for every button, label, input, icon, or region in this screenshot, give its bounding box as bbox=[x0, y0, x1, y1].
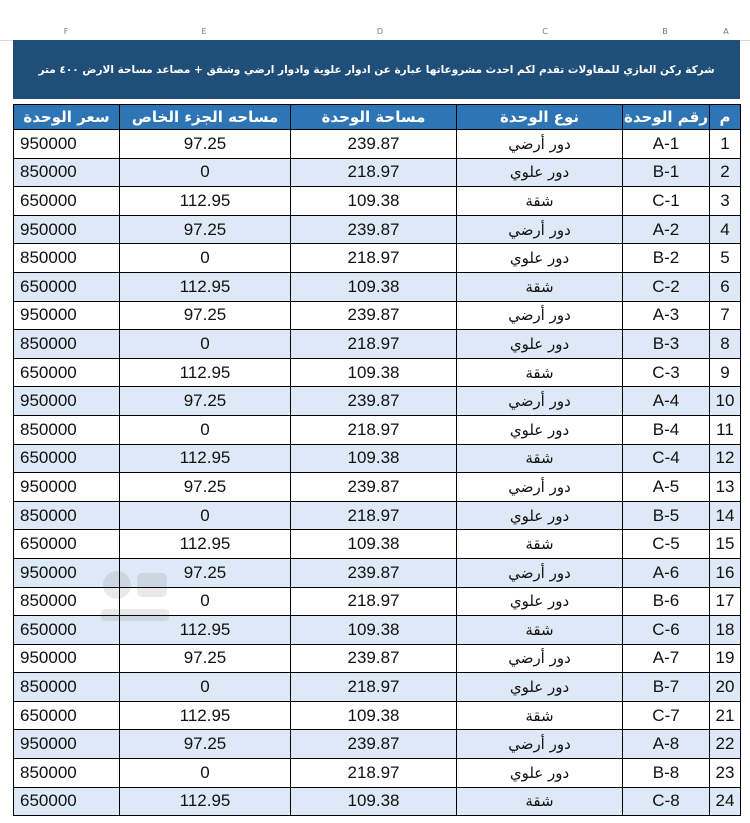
cell-private-area[interactable]: 0 bbox=[120, 158, 291, 187]
cell-unit-type[interactable]: دور علوي bbox=[457, 415, 623, 444]
header-private-area[interactable]: مساحه الجزء الخاص bbox=[120, 105, 291, 130]
cell-unit-number[interactable]: A-2 bbox=[623, 215, 710, 244]
cell-price[interactable]: 650000 bbox=[14, 444, 120, 473]
cell-private-area[interactable]: 112.95 bbox=[120, 358, 291, 387]
cell-unit-area[interactable]: 109.38 bbox=[291, 358, 457, 387]
cell-unit-number[interactable]: C-5 bbox=[623, 530, 710, 559]
table-row bbox=[14, 187, 741, 216]
cell-unit-area[interactable]: 239.87 bbox=[291, 387, 457, 416]
table-row bbox=[14, 415, 741, 444]
cell-unit-type[interactable]: دور أرضي bbox=[457, 558, 623, 587]
cell-unit-type[interactable]: دور أرضي bbox=[457, 473, 623, 502]
cell-private-area[interactable]: 112.95 bbox=[120, 272, 291, 301]
header-unit-area[interactable]: مساحة الوحدة bbox=[291, 105, 457, 130]
cell-price[interactable]: 650000 bbox=[14, 701, 120, 730]
table-row bbox=[14, 130, 741, 159]
cell-unit-area[interactable]: 239.87 bbox=[291, 473, 457, 502]
cell-private-area[interactable]: 97.25 bbox=[120, 730, 291, 759]
cell-private-area[interactable]: 97.25 bbox=[120, 215, 291, 244]
cell-unit-number[interactable]: B-1 bbox=[623, 158, 710, 187]
cell-private-area[interactable]: 0 bbox=[120, 330, 291, 359]
cell-private-area[interactable]: 0 bbox=[120, 501, 291, 530]
cell-index[interactable]: 5 bbox=[710, 244, 741, 273]
column-letter-e[interactable]: E bbox=[201, 27, 207, 36]
cell-unit-type[interactable]: شقة bbox=[457, 701, 623, 730]
cell-index[interactable]: 17 bbox=[710, 587, 741, 616]
cell-unit-type[interactable]: دور أرضي bbox=[457, 730, 623, 759]
column-letter-f[interactable]: F bbox=[63, 27, 69, 36]
cell-price[interactable]: 650000 bbox=[14, 358, 120, 387]
cell-price[interactable]: 950000 bbox=[14, 558, 120, 587]
cell-index[interactable]: 13 bbox=[710, 473, 741, 502]
table-row bbox=[14, 301, 741, 330]
cell-unit-number[interactable]: B-2 bbox=[623, 244, 710, 273]
cell-private-area[interactable]: 0 bbox=[120, 415, 291, 444]
table-body bbox=[14, 130, 741, 816]
table-row bbox=[14, 759, 741, 788]
table-row bbox=[14, 244, 741, 273]
cell-unit-number[interactable]: C-2 bbox=[623, 272, 710, 301]
cell-private-area[interactable]: 97.25 bbox=[120, 130, 291, 159]
units-table bbox=[13, 104, 741, 816]
cell-index[interactable]: 14 bbox=[710, 501, 741, 530]
cell-price[interactable]: 950000 bbox=[14, 730, 120, 759]
table-row bbox=[14, 358, 741, 387]
cell-private-area[interactable]: 97.25 bbox=[120, 301, 291, 330]
cell-index[interactable]: 4 bbox=[710, 215, 741, 244]
cell-private-area[interactable]: 97.25 bbox=[120, 473, 291, 502]
cell-unit-number[interactable]: C-3 bbox=[623, 358, 710, 387]
cell-unit-area[interactable]: 109.38 bbox=[291, 701, 457, 730]
cell-index[interactable]: 22 bbox=[710, 730, 741, 759]
cell-unit-area[interactable]: 239.87 bbox=[291, 558, 457, 587]
cell-unit-area[interactable]: 218.97 bbox=[291, 759, 457, 788]
cell-unit-number[interactable]: A-3 bbox=[623, 301, 710, 330]
cell-price[interactable]: 850000 bbox=[14, 587, 120, 616]
table-row bbox=[14, 616, 741, 645]
cell-unit-number[interactable]: B-5 bbox=[623, 501, 710, 530]
cell-unit-area[interactable]: 239.87 bbox=[291, 215, 457, 244]
cell-unit-number[interactable]: C-8 bbox=[623, 787, 710, 816]
cell-price[interactable]: 650000 bbox=[14, 187, 120, 216]
cell-index[interactable]: 6 bbox=[710, 272, 741, 301]
cell-unit-type[interactable]: دور علوي bbox=[457, 158, 623, 187]
cell-index[interactable]: 11 bbox=[710, 415, 741, 444]
cell-unit-area[interactable]: 218.97 bbox=[291, 673, 457, 702]
cell-unit-area[interactable]: 109.38 bbox=[291, 616, 457, 645]
cell-unit-type[interactable]: دور أرضي bbox=[457, 387, 623, 416]
cell-private-area[interactable]: 0 bbox=[120, 759, 291, 788]
cell-index[interactable]: 23 bbox=[710, 759, 741, 788]
table-row bbox=[14, 387, 741, 416]
cell-private-area[interactable]: 112.95 bbox=[120, 530, 291, 559]
cell-unit-number[interactable]: A-4 bbox=[623, 387, 710, 416]
cell-price[interactable]: 650000 bbox=[14, 787, 120, 816]
cell-price[interactable]: 950000 bbox=[14, 387, 120, 416]
table-row bbox=[14, 644, 741, 673]
cell-unit-type[interactable]: دور أرضي bbox=[457, 644, 623, 673]
column-letter-b[interactable]: B bbox=[662, 27, 668, 36]
cell-unit-type[interactable]: دور علوي bbox=[457, 673, 623, 702]
cell-index[interactable]: 18 bbox=[710, 616, 741, 645]
cell-private-area[interactable]: 97.25 bbox=[120, 644, 291, 673]
cell-unit-number[interactable]: B-6 bbox=[623, 587, 710, 616]
cell-private-area[interactable]: 112.95 bbox=[120, 616, 291, 645]
cell-index[interactable]: 9 bbox=[710, 358, 741, 387]
cell-unit-type[interactable]: شقة bbox=[457, 530, 623, 559]
cell-price[interactable]: 850000 bbox=[14, 501, 120, 530]
column-letter-c[interactable]: C bbox=[542, 27, 548, 36]
cell-unit-type[interactable]: شقة bbox=[457, 358, 623, 387]
cell-unit-type[interactable]: دور أرضي bbox=[457, 215, 623, 244]
cell-price[interactable]: 850000 bbox=[14, 673, 120, 702]
cell-index[interactable]: 15 bbox=[710, 530, 741, 559]
cell-unit-number[interactable]: B-7 bbox=[623, 673, 710, 702]
cell-private-area[interactable]: 112.95 bbox=[120, 187, 291, 216]
cell-unit-area[interactable]: 218.97 bbox=[291, 330, 457, 359]
cell-price[interactable]: 650000 bbox=[14, 530, 120, 559]
cell-unit-type[interactable]: شقة bbox=[457, 616, 623, 645]
cell-unit-area[interactable]: 109.38 bbox=[291, 530, 457, 559]
cell-unit-type[interactable]: دور علوي bbox=[457, 244, 623, 273]
header-unit-type[interactable]: نوع الوحدة bbox=[457, 105, 623, 130]
cell-unit-type[interactable]: شقة bbox=[457, 187, 623, 216]
cell-unit-area[interactable]: 109.38 bbox=[291, 444, 457, 473]
cell-unit-area[interactable]: 218.97 bbox=[291, 244, 457, 273]
cell-index[interactable]: 12 bbox=[710, 444, 741, 473]
cell-index[interactable]: 20 bbox=[710, 673, 741, 702]
cell-unit-area[interactable]: 218.97 bbox=[291, 158, 457, 187]
cell-index[interactable]: 3 bbox=[710, 187, 741, 216]
cell-price[interactable]: 650000 bbox=[14, 272, 120, 301]
cell-price[interactable]: 850000 bbox=[14, 330, 120, 359]
table-row bbox=[14, 158, 741, 187]
table-row bbox=[14, 587, 741, 616]
cell-unit-number[interactable]: C-4 bbox=[623, 444, 710, 473]
cell-price[interactable]: 850000 bbox=[14, 415, 120, 444]
cell-unit-type[interactable]: دور علوي bbox=[457, 501, 623, 530]
cell-unit-number[interactable]: B-3 bbox=[623, 330, 710, 359]
cell-unit-number[interactable]: C-1 bbox=[623, 187, 710, 216]
cell-unit-area[interactable]: 109.38 bbox=[291, 787, 457, 816]
cell-unit-number[interactable]: A-8 bbox=[623, 730, 710, 759]
cell-private-area[interactable]: 0 bbox=[120, 673, 291, 702]
cell-unit-area[interactable]: 109.38 bbox=[291, 187, 457, 216]
cell-private-area[interactable]: 112.95 bbox=[120, 701, 291, 730]
cell-unit-type[interactable]: شقة bbox=[457, 444, 623, 473]
cell-index[interactable]: 10 bbox=[710, 387, 741, 416]
cell-unit-area[interactable]: 218.97 bbox=[291, 587, 457, 616]
column-letter-d[interactable]: D bbox=[376, 27, 384, 36]
cell-private-area[interactable]: 0 bbox=[120, 587, 291, 616]
table-row bbox=[14, 701, 741, 730]
cell-price[interactable]: 950000 bbox=[14, 473, 120, 502]
cell-index[interactable]: 21 bbox=[710, 701, 741, 730]
cell-unit-type[interactable]: شقة bbox=[457, 272, 623, 301]
cell-price[interactable]: 950000 bbox=[14, 644, 120, 673]
cell-unit-number[interactable]: A-1 bbox=[623, 130, 710, 159]
table-row bbox=[14, 558, 741, 587]
table-row bbox=[14, 730, 741, 759]
cell-price[interactable]: 950000 bbox=[14, 130, 120, 159]
table-row bbox=[14, 444, 741, 473]
cell-unit-number[interactable]: A-5 bbox=[623, 473, 710, 502]
cell-private-area[interactable]: 112.95 bbox=[120, 787, 291, 816]
cell-index[interactable]: 19 bbox=[710, 644, 741, 673]
table-row bbox=[14, 330, 741, 359]
cell-unit-number[interactable]: A-7 bbox=[623, 644, 710, 673]
cell-unit-area[interactable]: 239.87 bbox=[291, 644, 457, 673]
cell-index[interactable]: 7 bbox=[710, 301, 741, 330]
cell-unit-type[interactable]: دور علوي bbox=[457, 759, 623, 788]
cell-unit-type[interactable]: شقة bbox=[457, 787, 623, 816]
cell-index[interactable]: 8 bbox=[710, 330, 741, 359]
column-letter-bar bbox=[0, 0, 750, 41]
cell-index[interactable]: 2 bbox=[710, 158, 741, 187]
header-index[interactable]: م bbox=[710, 105, 741, 130]
cell-unit-area[interactable]: 239.87 bbox=[291, 301, 457, 330]
cell-price[interactable]: 650000 bbox=[14, 616, 120, 645]
cell-private-area[interactable]: 0 bbox=[120, 244, 291, 273]
cell-unit-type[interactable]: دور علوي bbox=[457, 330, 623, 359]
cell-unit-area[interactable]: 109.38 bbox=[291, 272, 457, 301]
cell-index[interactable]: 1 bbox=[710, 130, 741, 159]
cell-price[interactable]: 850000 bbox=[14, 244, 120, 273]
cell-private-area[interactable]: 97.25 bbox=[120, 387, 291, 416]
cell-unit-area[interactable]: 239.87 bbox=[291, 130, 457, 159]
header-unit-number[interactable]: رقم الوحدة bbox=[623, 105, 710, 130]
table-row bbox=[14, 787, 741, 816]
cell-index[interactable]: 16 bbox=[710, 558, 741, 587]
cell-unit-area[interactable]: 239.87 bbox=[291, 730, 457, 759]
cell-unit-number[interactable]: C-7 bbox=[623, 701, 710, 730]
cell-price[interactable]: 850000 bbox=[14, 759, 120, 788]
cell-price[interactable]: 850000 bbox=[14, 158, 120, 187]
table-row bbox=[14, 473, 741, 502]
cell-unit-number[interactable]: B-8 bbox=[623, 759, 710, 788]
table-row bbox=[14, 673, 741, 702]
cell-private-area[interactable]: 97.25 bbox=[120, 558, 291, 587]
cell-unit-type[interactable]: دور أرضي bbox=[457, 130, 623, 159]
cell-unit-type[interactable]: دور علوي bbox=[457, 587, 623, 616]
table-row bbox=[14, 530, 741, 559]
cell-price[interactable]: 950000 bbox=[14, 301, 120, 330]
cell-unit-number[interactable]: C-6 bbox=[623, 616, 710, 645]
table-row bbox=[14, 215, 741, 244]
cell-unit-area[interactable]: 218.97 bbox=[291, 501, 457, 530]
cell-private-area[interactable]: 112.95 bbox=[120, 444, 291, 473]
table-row bbox=[14, 501, 741, 530]
cell-price[interactable]: 950000 bbox=[14, 215, 120, 244]
header-price[interactable]: سعر الوحدة bbox=[14, 105, 120, 130]
cell-unit-type[interactable]: دور أرضي bbox=[457, 301, 623, 330]
cell-index[interactable]: 24 bbox=[710, 787, 741, 816]
column-letter-a[interactable]: A bbox=[723, 27, 729, 36]
cell-unit-number[interactable]: B-4 bbox=[623, 415, 710, 444]
cell-unit-number[interactable]: A-6 bbox=[623, 558, 710, 587]
sheet-title[interactable]: شركة ركن الغازي للمقاولات تقدم لكم احدث مشروعاتها عبارة عن ادوار علوية وادوار ارضي وشقق + مصاعد مساحة الارض ٤٠٠ متر bbox=[13, 40, 740, 99]
cell-unit-area[interactable]: 218.97 bbox=[291, 415, 457, 444]
header-row bbox=[14, 105, 741, 130]
table-row bbox=[14, 272, 741, 301]
